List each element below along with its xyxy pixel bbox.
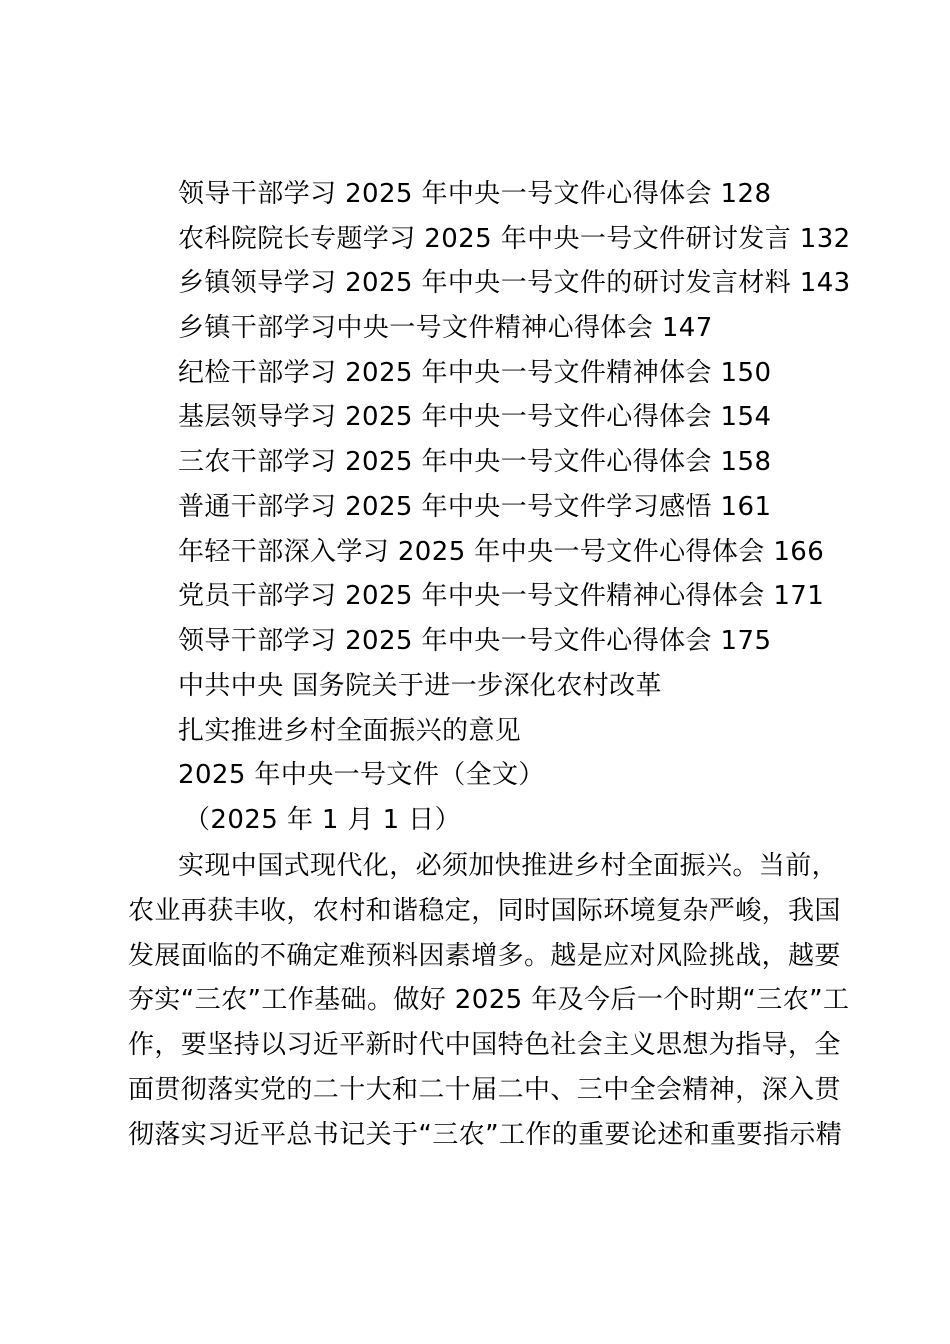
table-of-contents [178,172,878,664]
toc-entry[interactable]: 党员干部学习 2025 年中央一号文件精神心得体会 171 [178,581,825,612]
body-line: 面贯彻落实党的二十大和二十届二中、三中全会精神，深入贯 [128,1074,841,1105]
toc-entry[interactable]: 领导干部学习 2025 年中央一号文件心得体会 175 [178,625,772,656]
body-line: 作，要坚持以习近平新时代中国特色社会主义思想为指导，全 [128,1030,841,1061]
toc-entry[interactable]: 纪检干部学习 2025 年中央一号文件精神体会 150 [178,357,772,388]
toc-entry[interactable]: 三农干部学习 2025 年中央一号文件心得体会 158 [178,447,772,478]
toc-entry[interactable]: 农科院院长专题学习 2025 年中央一号文件研讨发言 132 [178,223,851,254]
toc-entry[interactable]: 年轻干部深入学习 2025 年中央一号文件心得体会 166 [178,536,825,567]
toc-entry[interactable]: 乡镇干部学习中央一号文件精神心得体会 147 [178,313,713,344]
title-line-3: 2025 年中央一号文件（全文） [178,760,545,791]
toc-entry[interactable]: 领导干部学习 2025 年中央一号文件心得体会 128 [178,179,772,209]
toc-entry[interactable]: 乡镇领导学习 2025 年中央一号文件的研讨发言材料 143 [178,268,851,299]
toc-entry[interactable]: 基层领导学习 2025 年中央一号文件心得体会 154 [178,402,772,433]
body-line: 夯实“三农”工作基础。做好 2025 年及今后一个时期“三农”工 [128,985,850,1016]
document-date: （2025 年 1 月 1 日） [184,805,461,835]
body-line: 农业再获丰收，农村和谐稳定，同时国际环境复杂严峻，我国 [128,895,841,926]
title-line-2: 扎实推进乡村全面振兴的意见 [178,715,522,746]
body-paragraph [128,844,850,1158]
body-line: 实现中国式现代化，必须加快推进乡村全面振兴。当前， [178,851,839,881]
body-line: 发展面临的不确定难预料因素增多。越是应对风险挑战，越要 [128,940,841,971]
title-line-1: 中共中央 国务院关于进一步深化农村改革 [178,671,662,701]
toc-entry[interactable]: 普通干部学习 2025 年中央一号文件学习感悟 161 [178,491,772,522]
body-line: 彻落实习近平总书记关于“三农”工作的重要论述和重要指示精 [128,1119,843,1150]
document-title [178,664,878,798]
